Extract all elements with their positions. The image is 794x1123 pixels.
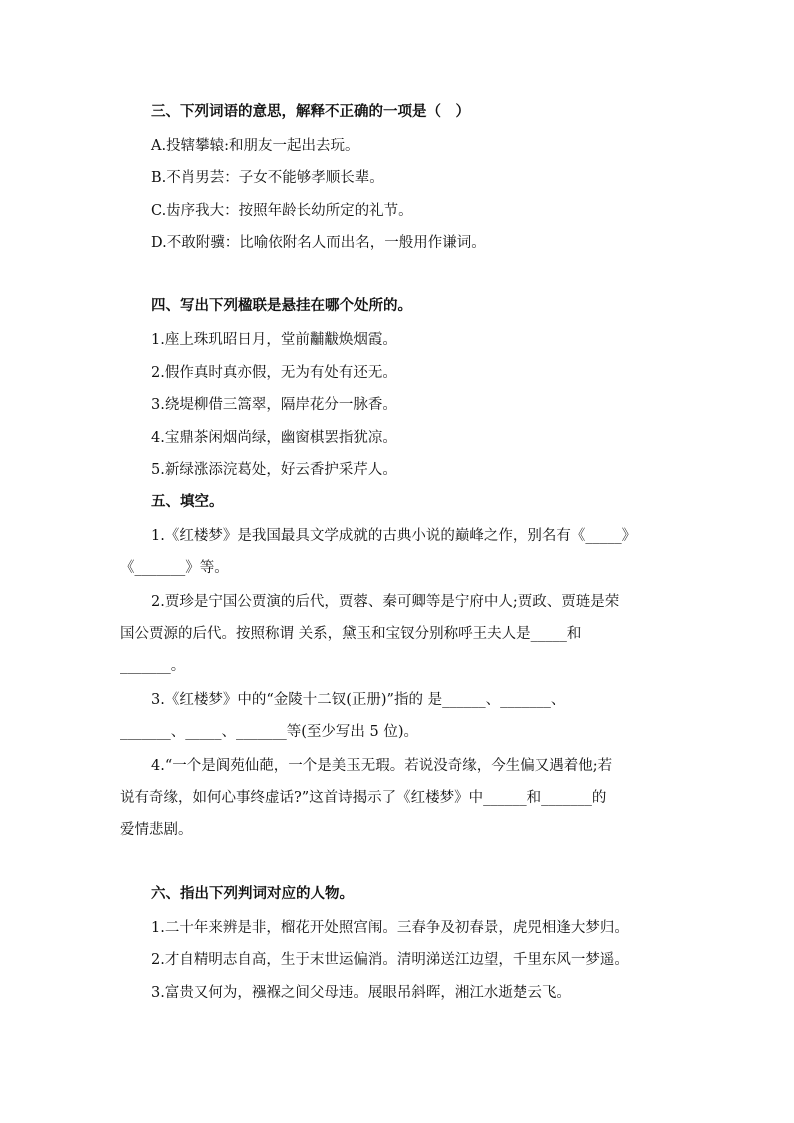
section5-line-3: 2.贾珍是宁国公贾演的后代，贾蓉、秦可卿等是宁府中人;贾政、贾琏是荣 bbox=[151, 594, 620, 610]
section3-option-a: A.投辖攀辕:和朋友一起出去玩。 bbox=[151, 138, 360, 154]
section6-heading: 六、指出下列判词对应的人物。 bbox=[151, 885, 354, 902]
section4-heading: 四、写出下列楹联是悬挂在哪个处所的。 bbox=[151, 297, 412, 314]
section3-option-d: D.不敢附骥：比喻依附名人而出名，一般用作谦词。 bbox=[151, 235, 486, 251]
section6-item-2: 2.才自精明志自高，生于末世运偏消。清明涕送江边望，千里东风一梦遥。 bbox=[151, 952, 629, 968]
section6-item-3: 3.富贵又何为，襁褓之间父母违。展眼吊斜晖，湘江水逝楚云飞。 bbox=[151, 985, 571, 1001]
section5-heading: 五、填空。 bbox=[151, 493, 224, 510]
section3-heading: 三、下列词语的意思，解释不正确的一项是（ ） bbox=[151, 103, 470, 120]
section4-item-1: 1.座上珠玑昭日月，堂前黼黻焕烟霞。 bbox=[151, 332, 397, 348]
section5-line-2: 《_______》等。 bbox=[120, 560, 229, 576]
section5-line-4: 国公贾源的后代。按照称谓 关系，黛玉和宝钗分别称呼王夫人是_____和 bbox=[120, 626, 582, 642]
section5-line-5: _______。 bbox=[120, 658, 186, 674]
section3-option-c: C.齿序我大：按照年龄长幼所定的礼节。 bbox=[151, 203, 413, 219]
section6-item-1: 1.二十年来辨是非，榴花开处照宫闱。三春争及初春景，虎兕相逢大梦归。 bbox=[151, 920, 629, 936]
section5-line-1: 1.《红楼梦》是我国最具文学成就的古典小说的巅峰之作，别名有《_____》 bbox=[151, 528, 637, 544]
section4-item-5: 5.新绿涨添浣葛处，好云香护采芹人。 bbox=[151, 462, 397, 478]
section5-line-9: 说有奇缘，如何心事终虚话?”这首诗揭示了《红楼梦》中______和_______的 bbox=[120, 790, 607, 806]
section4-item-3: 3.绕堤柳借三篙翠，隔岸花分一脉香。 bbox=[151, 397, 397, 413]
section5-line-7: _______、_____、_______等(至少写出 5 位)。 bbox=[120, 724, 419, 740]
section4-item-4: 4.宝鼎茶闲烟尚绿，幽窗棋罢指犹凉。 bbox=[151, 430, 397, 446]
section5-line-8: 4.“一个是阆苑仙葩，一个是美玉无瑕。若说没奇缘，今生偏又遇着他;若 bbox=[151, 758, 613, 774]
section4-item-2: 2.假作真时真亦假，无为有处有还无。 bbox=[151, 365, 397, 381]
section3-option-b: B.不肖男芸：子女不能够孝顺长辈。 bbox=[151, 170, 384, 186]
section5-line-10: 爱情悲剧。 bbox=[120, 822, 193, 838]
section5-line-6: 3.《红楼梦》中的“金陵十二钗(正册)”指的 是______、_______、 bbox=[151, 692, 566, 708]
